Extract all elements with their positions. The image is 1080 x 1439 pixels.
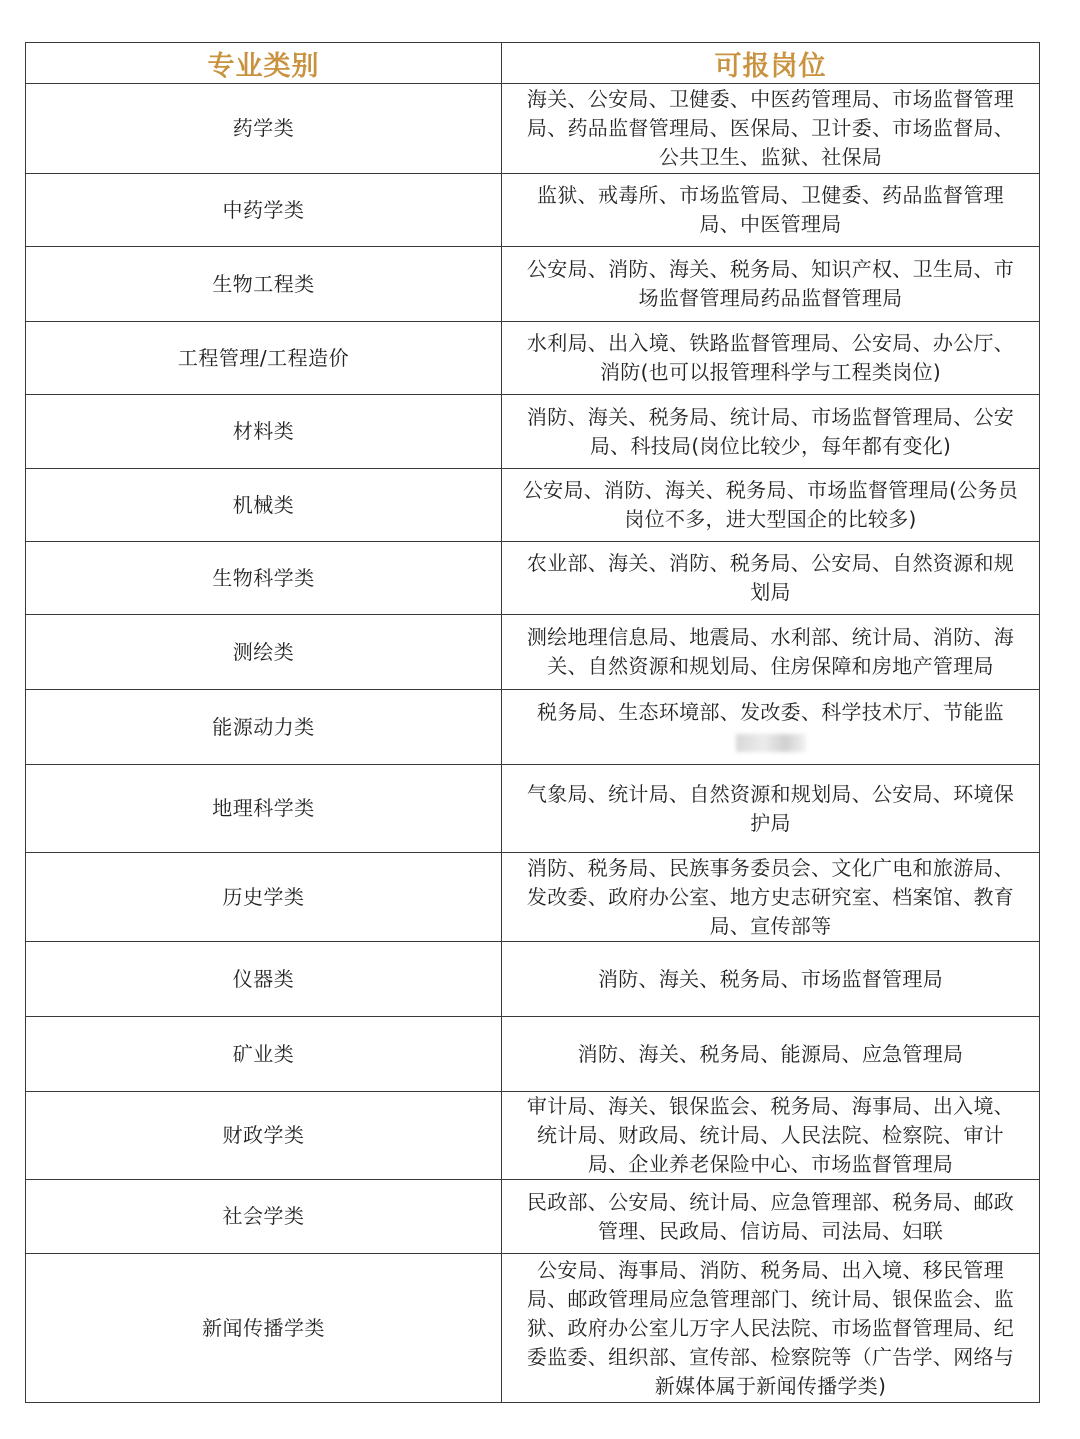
major-cell: 生物工程类 bbox=[26, 247, 502, 322]
major-cell: 新闻传播学类 bbox=[26, 1254, 502, 1403]
posts-cell: 消防、海关、税务局、统计局、市场监督管理局、公安局、科技局(岗位比较少，每年都有变化) bbox=[502, 395, 1040, 469]
posts-cell: 税务局、生态环境部、发改委、科学技术厅、节能监 bbox=[502, 690, 1040, 765]
table-row bbox=[26, 395, 1040, 469]
table-row bbox=[26, 1092, 1040, 1180]
posts-cell: 监狱、戒毒所、市场监管局、卫健委、药品监督管理局、中医管理局 bbox=[502, 174, 1040, 247]
table-row bbox=[26, 1254, 1040, 1403]
header-posts: 可报岗位 bbox=[502, 43, 1040, 84]
major-cell: 测绘类 bbox=[26, 615, 502, 690]
major-cell: 机械类 bbox=[26, 469, 502, 542]
table-row bbox=[26, 1180, 1040, 1254]
posts-cell: 公安局、消防、海关、税务局、市场监督管理局(公务员岗位不多，进大型国企的比较多) bbox=[502, 469, 1040, 542]
table-body bbox=[26, 84, 1040, 1403]
posts-cell: 水利局、出入境、铁路监督管理局、公安局、办公厅、消防(也可以报管理科学与工程类岗位) bbox=[502, 322, 1040, 395]
major-cell: 地理科学类 bbox=[26, 765, 502, 853]
major-cell: 仪器类 bbox=[26, 942, 502, 1017]
major-cell: 工程管理/工程造价 bbox=[26, 322, 502, 395]
table-row bbox=[26, 542, 1040, 615]
table-row bbox=[26, 690, 1040, 765]
posts-cell: 消防、海关、税务局、能源局、应急管理局 bbox=[502, 1017, 1040, 1092]
major-cell: 材料类 bbox=[26, 395, 502, 469]
obscured-text bbox=[736, 734, 806, 752]
table-row bbox=[26, 247, 1040, 322]
posts-cell: 消防、海关、税务局、市场监督管理局 bbox=[502, 942, 1040, 1017]
major-cell: 生物科学类 bbox=[26, 542, 502, 615]
posts-cell: 公安局、海事局、消防、税务局、出入境、移民管理局、邮政管理局应急管理部门、统计局、银保监会、监狱、政府办公室儿万字人民法院、市场监督管理局、纪委监委、组织部、宣传部、检察院等（广告学、网络与新媒体属于新闻传播学类) bbox=[502, 1254, 1040, 1403]
posts-cell: 审计局、海关、银保监会、税务局、海事局、出入境、统计局、财政局、统计局、人民法院、检察院、审计局、企业养老保险中心、市场监督管理局 bbox=[502, 1092, 1040, 1180]
posts-cell: 公安局、消防、海关、税务局、知识产权、卫生局、市场监督管理局药品监督管理局 bbox=[502, 247, 1040, 322]
table-row bbox=[26, 1017, 1040, 1092]
table-row bbox=[26, 765, 1040, 853]
major-position-table bbox=[25, 42, 1040, 1403]
major-cell: 中药学类 bbox=[26, 174, 502, 247]
major-cell: 历史学类 bbox=[26, 853, 502, 942]
table-row bbox=[26, 942, 1040, 1017]
posts-cell: 气象局、统计局、自然资源和规划局、公安局、环境保护局 bbox=[502, 765, 1040, 853]
posts-cell: 消防、税务局、民族事务委员会、文化广电和旅游局、发改委、政府办公室、地方史志研究室、档案馆、教育局、宣传部等 bbox=[502, 853, 1040, 942]
major-cell: 社会学类 bbox=[26, 1180, 502, 1254]
major-position-table-page bbox=[25, 42, 1039, 1403]
header-major: 专业类别 bbox=[26, 43, 502, 84]
table-row bbox=[26, 322, 1040, 395]
table-row bbox=[26, 469, 1040, 542]
major-cell: 财政学类 bbox=[26, 1092, 502, 1180]
major-cell: 药学类 bbox=[26, 84, 502, 174]
posts-cell: 农业部、海关、消防、税务局、公安局、自然资源和规划局 bbox=[502, 542, 1040, 615]
table-row bbox=[26, 853, 1040, 942]
posts-cell: 测绘地理信息局、地震局、水利部、统计局、消防、海关、自然资源和规划局、住房保障和房地产管理局 bbox=[502, 615, 1040, 690]
major-cell: 能源动力类 bbox=[26, 690, 502, 765]
major-cell: 矿业类 bbox=[26, 1017, 502, 1092]
posts-cell: 民政部、公安局、统计局、应急管理部、税务局、邮政管理、民政局、信访局、司法局、妇联 bbox=[502, 1180, 1040, 1254]
table-row bbox=[26, 84, 1040, 174]
posts-cell: 海关、公安局、卫健委、中医药管理局、市场监督管理局、药品监督管理局、医保局、卫计委、市场监督局、公共卫生、监狱、社保局 bbox=[502, 84, 1040, 174]
table-row bbox=[26, 174, 1040, 247]
table-row bbox=[26, 615, 1040, 690]
table-header-row bbox=[26, 43, 1040, 84]
